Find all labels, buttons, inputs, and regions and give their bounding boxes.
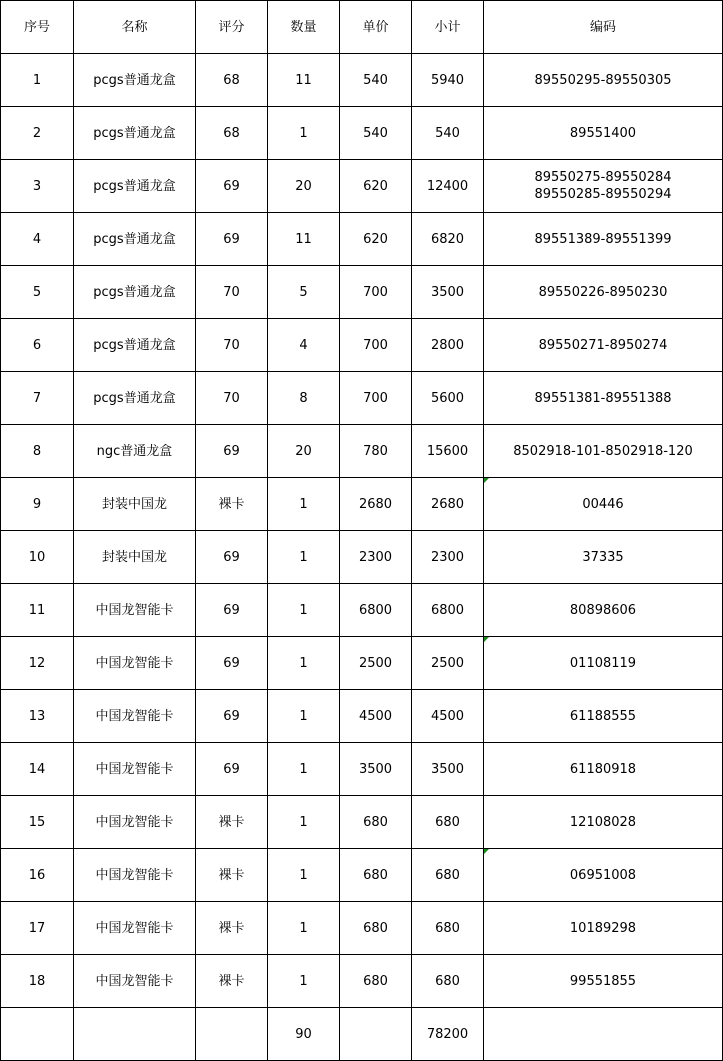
cell-code[interactable] [484, 531, 723, 584]
cell-grade[interactable]: 裸卡 [196, 955, 268, 1008]
cell-price[interactable]: 540 [340, 54, 412, 107]
cell-qty[interactable]: 20 [268, 425, 340, 478]
cell-price[interactable]: 2500 [340, 637, 412, 690]
header-code[interactable]: 编码 [484, 1, 723, 54]
code-line: 80898606 [569, 602, 637, 618]
cell-name[interactable]: pcgs普通龙盒 [74, 319, 196, 372]
cell-price[interactable]: 6800 [340, 584, 412, 637]
cell-name[interactable]: pcgs普通龙盒 [74, 213, 196, 266]
cell-qty[interactable]: 11 [268, 54, 340, 107]
cell-seq[interactable]: 5 [1, 266, 74, 319]
cell-subtotal[interactable]: 680 [412, 902, 484, 955]
code-line: 89550271-8950274 [538, 337, 668, 353]
cell-subtotal[interactable]: 2680 [412, 478, 484, 531]
cell-qty[interactable]: 4 [268, 319, 340, 372]
cell-qty[interactable]: 1 [268, 902, 340, 955]
code-line: 89550295-89550305 [534, 72, 672, 88]
cell-subtotal[interactable]: 680 [412, 955, 484, 1008]
cell-subtotal[interactable]: 3500 [412, 743, 484, 796]
totals-row [1, 1008, 723, 1061]
table-row [1, 266, 723, 319]
cell-seq[interactable]: 13 [1, 690, 74, 743]
cell-seq[interactable]: 8 [1, 425, 74, 478]
table-row [1, 690, 723, 743]
cell-subtotal[interactable]: 15600 [412, 425, 484, 478]
total-empty-cell[interactable] [484, 1008, 723, 1061]
code-line: 37335 [582, 549, 624, 565]
cell-grade[interactable]: 69 [196, 531, 268, 584]
total-empty-cell[interactable] [196, 1008, 268, 1061]
table-row [1, 902, 723, 955]
cell-price[interactable]: 680 [340, 849, 412, 902]
cell-subtotal[interactable]: 6800 [412, 584, 484, 637]
cell-name[interactable]: 中国龙智能卡 [74, 955, 196, 1008]
code-line: 10189298 [569, 920, 637, 936]
code-line: 89550285-89550294 [534, 187, 672, 202]
cell-name[interactable]: 中国龙智能卡 [74, 902, 196, 955]
header-seq[interactable]: 序号 [1, 1, 74, 54]
cell-subtotal[interactable]: 5600 [412, 372, 484, 425]
cell-subtotal[interactable]: 5940 [412, 54, 484, 107]
cell-seq[interactable]: 15 [1, 796, 74, 849]
cell-name[interactable]: 中国龙智能卡 [74, 637, 196, 690]
cell-grade[interactable]: 70 [196, 372, 268, 425]
total-subtotal[interactable]: 78200 [412, 1008, 484, 1061]
table-row [1, 478, 723, 531]
cell-grade[interactable]: 裸卡 [196, 478, 268, 531]
cell-grade[interactable]: 69 [196, 584, 268, 637]
cell-seq[interactable]: 1 [1, 54, 74, 107]
cell-qty[interactable]: 20 [268, 160, 340, 213]
cell-seq[interactable]: 16 [1, 849, 74, 902]
cell-code[interactable] [484, 743, 723, 796]
cell-seq[interactable]: 6 [1, 319, 74, 372]
cell-price[interactable]: 680 [340, 796, 412, 849]
cell-grade[interactable]: 69 [196, 213, 268, 266]
code-line: 01108119 [569, 655, 637, 671]
cell-name[interactable]: 中国龙智能卡 [74, 690, 196, 743]
cell-grade[interactable]: 裸卡 [196, 796, 268, 849]
code-line: 89550275-89550284 [534, 170, 672, 185]
cell-price[interactable]: 3500 [340, 743, 412, 796]
cell-seq[interactable]: 14 [1, 743, 74, 796]
cell-seq[interactable]: 4 [1, 213, 74, 266]
cell-price[interactable]: 700 [340, 372, 412, 425]
code-line: 89550226-8950230 [538, 284, 668, 300]
cell-seq[interactable]: 7 [1, 372, 74, 425]
cell-qty[interactable]: 8 [268, 372, 340, 425]
cell-name[interactable]: 中国龙智能卡 [74, 849, 196, 902]
cell-seq[interactable]: 17 [1, 902, 74, 955]
cell-name[interactable]: ngc普通龙盒 [74, 425, 196, 478]
cell-grade[interactable]: 69 [196, 690, 268, 743]
cell-qty[interactable]: 1 [268, 849, 340, 902]
cell-code[interactable] [484, 690, 723, 743]
cell-subtotal[interactable]: 12400 [412, 160, 484, 213]
code-line: 61188555 [569, 708, 637, 724]
table-row [1, 955, 723, 1008]
header-row [1, 1, 723, 54]
cell-subtotal[interactable]: 3500 [412, 266, 484, 319]
cell-price[interactable]: 620 [340, 160, 412, 213]
cell-seq[interactable]: 11 [1, 584, 74, 637]
code-line: 12108028 [569, 814, 637, 830]
table-row [1, 849, 723, 902]
cell-code[interactable] [484, 849, 723, 902]
code-line: 06951008 [569, 867, 637, 883]
total-empty-cell[interactable] [74, 1008, 196, 1061]
cell-grade[interactable]: 裸卡 [196, 902, 268, 955]
cell-grade[interactable]: 68 [196, 54, 268, 107]
cell-code[interactable] [484, 637, 723, 690]
cell-name[interactable]: 封装中国龙 [74, 531, 196, 584]
total-empty-cell[interactable] [340, 1008, 412, 1061]
cell-grade[interactable]: 裸卡 [196, 849, 268, 902]
cell-code[interactable] [484, 372, 723, 425]
header-qty[interactable]: 数量 [268, 1, 340, 54]
cell-subtotal[interactable]: 6820 [412, 213, 484, 266]
total-empty-cell[interactable] [1, 1008, 74, 1061]
header-name[interactable]: 名称 [74, 1, 196, 54]
table-row [1, 372, 723, 425]
cell-code[interactable] [484, 213, 723, 266]
cell-name[interactable]: pcgs普通龙盒 [74, 266, 196, 319]
cell-subtotal[interactable]: 4500 [412, 690, 484, 743]
cell-code[interactable] [484, 902, 723, 955]
cell-price[interactable]: 680 [340, 955, 412, 1008]
table-row [1, 54, 723, 107]
code-line: 89551381-89551388 [534, 390, 672, 406]
cell-code[interactable] [484, 160, 723, 213]
table-row [1, 637, 723, 690]
cell-qty[interactable]: 1 [268, 796, 340, 849]
code-line: 99551855 [569, 973, 637, 989]
cell-code[interactable] [484, 955, 723, 1008]
cell-code[interactable] [484, 425, 723, 478]
cell-grade[interactable]: 68 [196, 107, 268, 160]
table-row [1, 319, 723, 372]
cell-code[interactable] [484, 54, 723, 107]
cell-subtotal[interactable]: 680 [412, 849, 484, 902]
code-line: 8502918-101-8502918-120 [513, 443, 693, 459]
cell-subtotal[interactable]: 540 [412, 107, 484, 160]
cell-qty[interactable]: 1 [268, 690, 340, 743]
table-row [1, 584, 723, 637]
cell-price[interactable]: 780 [340, 425, 412, 478]
cell-price[interactable]: 2680 [340, 478, 412, 531]
header-price[interactable]: 单价 [340, 1, 412, 54]
cell-price[interactable]: 4500 [340, 690, 412, 743]
table-row [1, 743, 723, 796]
cell-code[interactable] [484, 796, 723, 849]
cell-seq[interactable]: 18 [1, 955, 74, 1008]
cell-qty[interactable]: 1 [268, 743, 340, 796]
header-grade[interactable]: 评分 [196, 1, 268, 54]
cell-grade[interactable]: 69 [196, 637, 268, 690]
cell-price[interactable]: 540 [340, 107, 412, 160]
cell-seq[interactable]: 9 [1, 478, 74, 531]
cell-seq[interactable]: 12 [1, 637, 74, 690]
cell-price[interactable]: 680 [340, 902, 412, 955]
cell-grade[interactable]: 69 [196, 743, 268, 796]
cell-name[interactable]: 中国龙智能卡 [74, 584, 196, 637]
cell-name[interactable]: 中国龙智能卡 [74, 743, 196, 796]
cell-price[interactable]: 700 [340, 266, 412, 319]
cell-qty[interactable]: 1 [268, 478, 340, 531]
table-row [1, 531, 723, 584]
cell-name[interactable]: pcgs普通龙盒 [74, 372, 196, 425]
code-line: 89551389-89551399 [534, 231, 672, 247]
cell-grade[interactable]: 69 [196, 160, 268, 213]
cell-qty[interactable]: 1 [268, 955, 340, 1008]
cell-qty[interactable]: 5 [268, 266, 340, 319]
cell-name[interactable]: 封装中国龙 [74, 478, 196, 531]
cell-grade[interactable]: 70 [196, 319, 268, 372]
cell-code[interactable] [484, 478, 723, 531]
cell-code[interactable] [484, 107, 723, 160]
cell-grade[interactable]: 70 [196, 266, 268, 319]
cell-price[interactable]: 700 [340, 319, 412, 372]
code-line: 61180918 [569, 761, 637, 777]
table-row [1, 796, 723, 849]
table-row [1, 160, 723, 213]
cell-subtotal[interactable]: 680 [412, 796, 484, 849]
cell-name[interactable]: 中国龙智能卡 [74, 796, 196, 849]
total-qty[interactable]: 90 [268, 1008, 340, 1061]
cell-subtotal[interactable]: 2300 [412, 531, 484, 584]
table-row [1, 213, 723, 266]
cell-qty[interactable]: 11 [268, 213, 340, 266]
cell-code[interactable] [484, 584, 723, 637]
cell-grade[interactable]: 69 [196, 425, 268, 478]
cell-code[interactable] [484, 319, 723, 372]
cell-qty[interactable]: 1 [268, 584, 340, 637]
header-subtotal[interactable]: 小计 [412, 1, 484, 54]
code-line: 89551400 [569, 125, 637, 141]
cell-seq[interactable]: 2 [1, 107, 74, 160]
cell-name[interactable]: pcgs普通龙盒 [74, 160, 196, 213]
cell-subtotal[interactable]: 2500 [412, 637, 484, 690]
table-row [1, 425, 723, 478]
cell-name[interactable]: pcgs普通龙盒 [74, 107, 196, 160]
table-row [1, 107, 723, 160]
code-line: 00446 [582, 496, 624, 512]
cell-qty[interactable]: 1 [268, 637, 340, 690]
cell-name[interactable]: pcgs普通龙盒 [74, 54, 196, 107]
cell-price[interactable]: 620 [340, 213, 412, 266]
cell-seq[interactable]: 10 [1, 531, 74, 584]
cell-seq[interactable]: 3 [1, 160, 74, 213]
cell-code[interactable] [484, 266, 723, 319]
cell-qty[interactable]: 1 [268, 107, 340, 160]
cell-qty[interactable]: 1 [268, 531, 340, 584]
cell-subtotal[interactable]: 2800 [412, 319, 484, 372]
cell-price[interactable]: 2300 [340, 531, 412, 584]
